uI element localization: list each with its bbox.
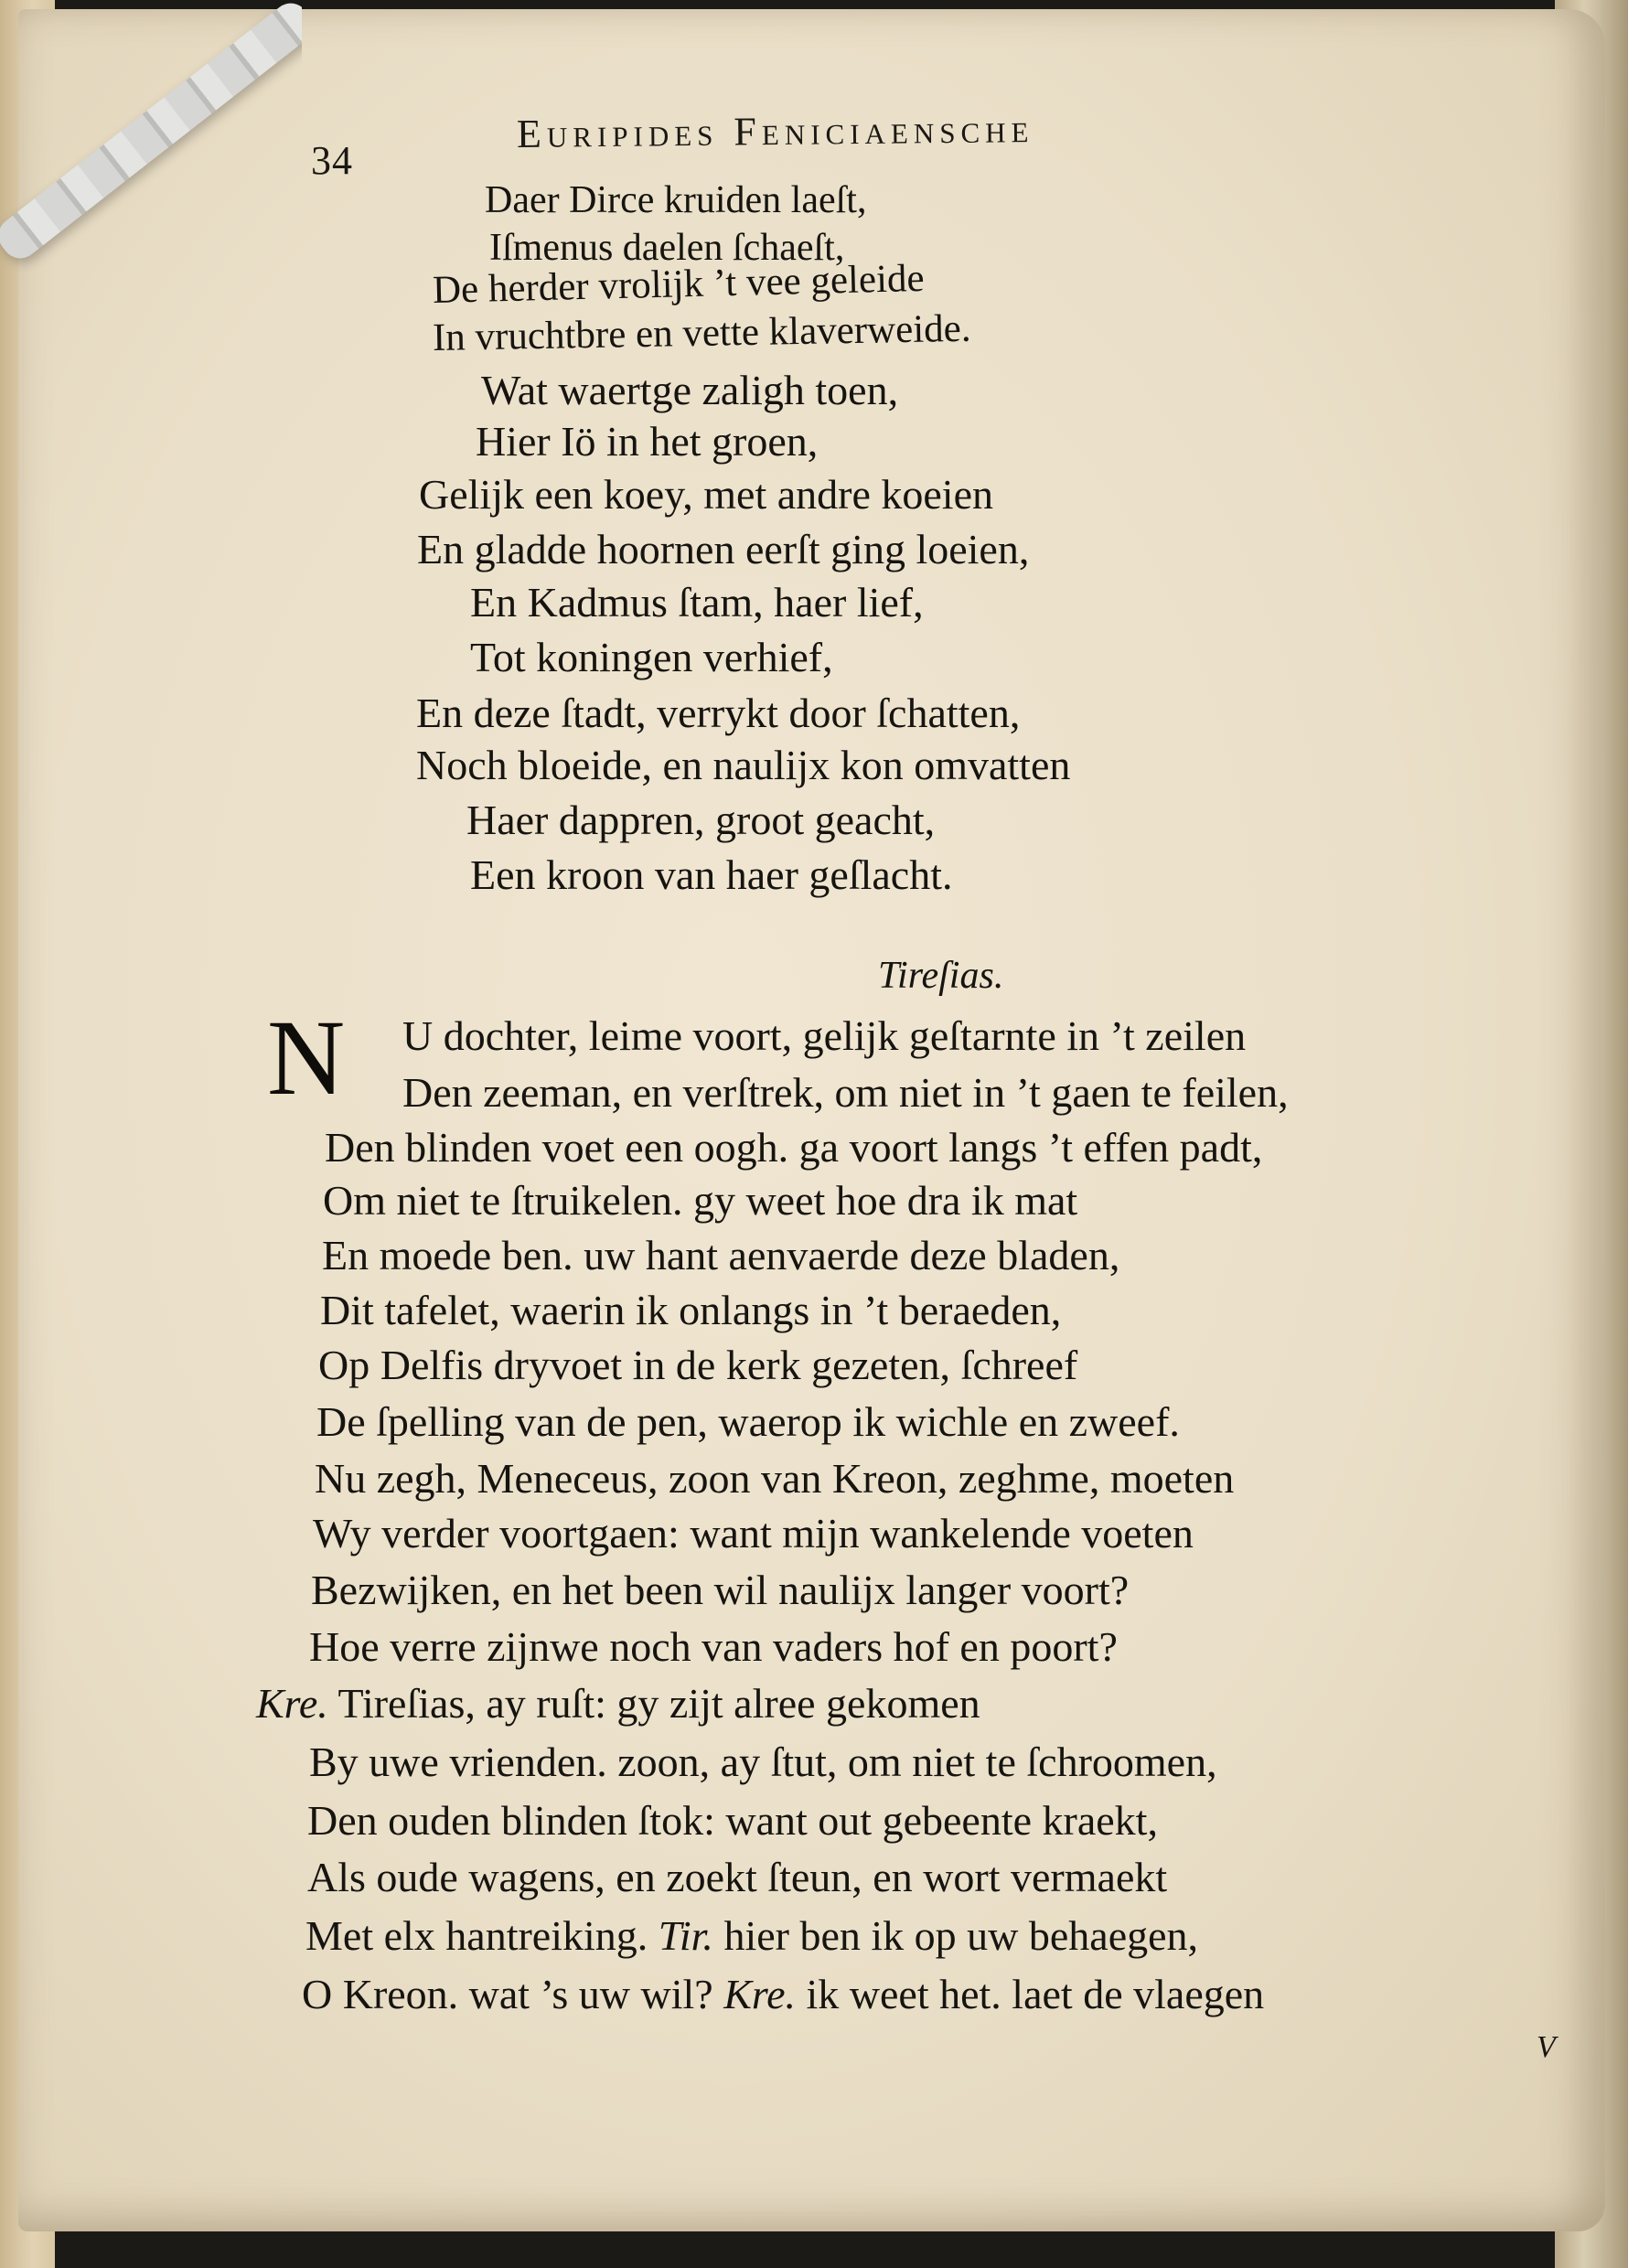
verse-line-kre bbox=[256, 1680, 980, 1727]
verse-line: Als oude wagens, en zoekt ſteun, en wort vermaekt bbox=[307, 1854, 1168, 1900]
verse-line: Hier Iö in het groen, bbox=[476, 418, 819, 465]
speaker-heading: Tireſias. bbox=[878, 955, 1004, 997]
verse-line: Daer Dirce kruiden laeſt, bbox=[485, 179, 867, 221]
verse-line: En Kadmus ſtam, haer lief, bbox=[470, 579, 924, 626]
speaker-label: Tir. bbox=[658, 1912, 713, 1959]
verse-line: Gelijk een koey, met andre koeien bbox=[419, 471, 993, 518]
verse-line: Den ouden blinden ſtok: want out gebeente kraekt, bbox=[307, 1797, 1158, 1844]
verse-line: En deze ſtadt, verrykt door ſchatten, bbox=[416, 690, 1021, 736]
verse-line: En gladde hoornen eerſt ging loeien, bbox=[417, 526, 1030, 572]
verse-line: De ſpelling van de pen, waerop ik wichle en zweef. bbox=[316, 1398, 1180, 1445]
verse-line: De herder vrolijk ’t vee geleide bbox=[432, 256, 926, 312]
verse-line: Wy verder voortgaen: want mijn wankelende voeten bbox=[313, 1510, 1194, 1557]
verse-line-mixed bbox=[302, 1971, 1265, 2017]
verse-line: In vruchtbre en vette klaverweide. bbox=[432, 306, 971, 359]
verse-line: Dit tafelet, waerin ik onlangs in ’t beraeden, bbox=[320, 1287, 1062, 1333]
verse-line: Noch bloeide, en naulijx kon omvatten bbox=[416, 742, 1071, 788]
verse-line: Den blinden voet een oogh. ga voort langs ’t effen padt, bbox=[325, 1124, 1263, 1171]
verse-line: Den zeeman, en verſtrek, om niet in ’t gaen te feilen, bbox=[402, 1069, 1289, 1116]
verse-line: Tot koningen verhief, bbox=[470, 634, 833, 680]
line-text: hier ben ik op uw behaegen, bbox=[712, 1912, 1199, 1959]
line-text: ik weet het. laet de vlaegen bbox=[796, 1971, 1265, 2017]
verse-line: En moede ben. uw hant aenvaerde deze bladen, bbox=[322, 1232, 1120, 1278]
verse-line: Een kroon van haer geſlacht. bbox=[470, 851, 953, 898]
page-number: 34 bbox=[311, 138, 353, 183]
catchword: V bbox=[1537, 2030, 1556, 2064]
line-text: O Kreon. wat ’s uw wil? bbox=[302, 1971, 724, 2017]
verse-line: Haer dappren, groot geacht, bbox=[466, 797, 936, 843]
line-text: Tireſias, ay ruſt: gy zijt alree gekomen bbox=[327, 1680, 980, 1727]
running-head: Euripides Feniciaensche bbox=[516, 106, 1034, 156]
verse-line: By uwe vrienden. zoon, ay ſtut, om niet te ſchroomen, bbox=[309, 1738, 1217, 1785]
verse-line: Wat waertge zaligh toen, bbox=[481, 367, 899, 413]
verse-line: Om niet te ſtruikelen. gy weet hoe dra ik mat bbox=[323, 1177, 1078, 1224]
speaker-label: Kre. bbox=[256, 1680, 328, 1727]
verse-line: Nu zegh, Meneceus, zoon van Kreon, zeghme, moeten bbox=[315, 1455, 1235, 1502]
verse-line: Hoe verre zijnwe noch van vaders hof en poort? bbox=[309, 1623, 1118, 1670]
speaker-label: Kre. bbox=[723, 1971, 796, 2017]
verse-line: Iſmenus daelen ſchaeſt, bbox=[489, 227, 845, 269]
verse-line: Bezwijken, en het been wil naulijx langer voort? bbox=[311, 1567, 1130, 1613]
verse-line: U dochter, leime voort, gelijk geſtarnte in ’t zeilen bbox=[402, 1012, 1247, 1059]
verse-line: Op Delfis dryvoet in de kerk gezeten, ſchreef bbox=[318, 1342, 1078, 1388]
drop-cap: N bbox=[267, 998, 346, 1118]
line-text: Met elx hantreiking. bbox=[305, 1912, 659, 1959]
verse-line-mixed bbox=[305, 1912, 1199, 1959]
